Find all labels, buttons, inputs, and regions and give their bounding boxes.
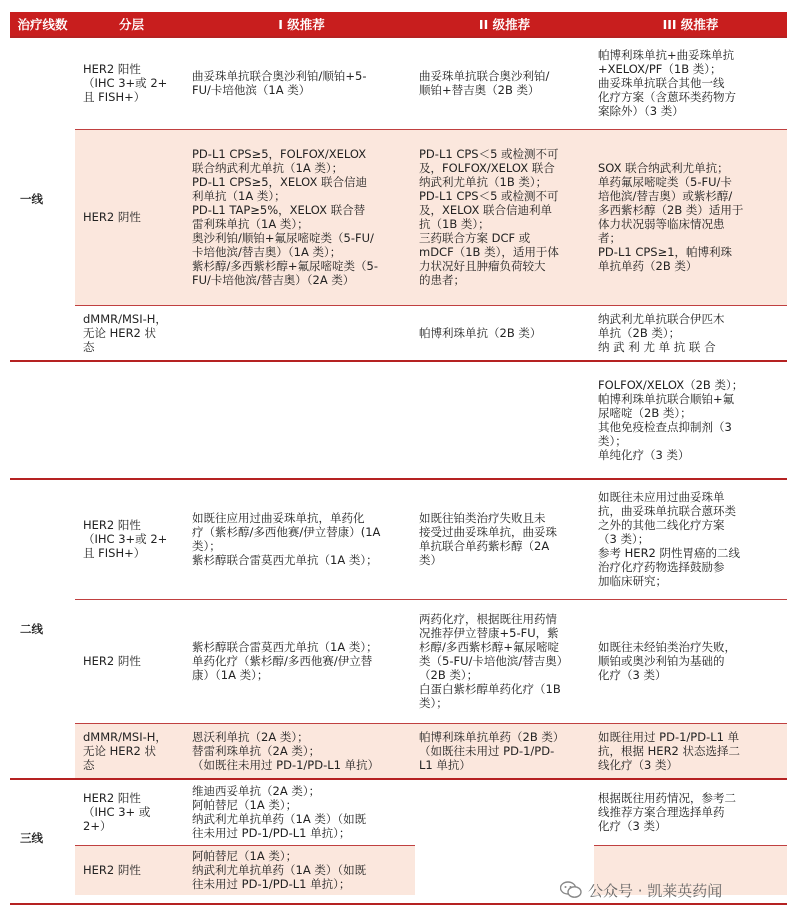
line-cell-third: 三线: [10, 779, 75, 895]
grade2-cell: 曲妥珠单抗联合奥沙利铂/ 顺铂+替吉奥（2B 类）: [415, 37, 594, 129]
table-row: [10, 37, 787, 129]
grade1-cell: 阿帕替尼（1A 类）； 纳武利尤单抗单药（1A 类）（如既 往未用过 PD-1/PD-L1 单抗）；: [188, 845, 415, 895]
layer-cell: HER2 阳性 （IHC 3+或 2+ 且 FISH+）: [75, 479, 188, 599]
header-grade3: III 级推荐: [594, 12, 787, 37]
grade1-cell: 曲妥珠单抗联合奥沙利铂/顺铂+5- FU/卡培他滨（1A 类）: [188, 37, 415, 129]
layer-cell: HER2 阴性: [75, 845, 188, 895]
grade3-cell: FOLFOX/XELOX（2B 类）； 帕博利珠单抗联合顺铂+氟 尿嘧啶（2B 类）； 其他免疫检查点抑制剂（3 类）； 单纯化疗（3 类）: [594, 361, 787, 479]
line-cell-empty: [10, 361, 75, 479]
recommendation-table: [10, 12, 787, 895]
table-row: [10, 361, 787, 479]
grade1-cell: 紫杉醇联合雷莫西尤单抗（1A 类）； 单药化疗（紫杉醇/多西他赛/伊立替 康）（1A 类）；: [188, 599, 415, 723]
grade1-cell: 恩沃利单抗（2A 类）； 替雷利珠单抗（2A 类）； （如既往未用过 PD-1/PD-L1 单抗）: [188, 723, 415, 779]
header-line: 治疗线数: [10, 12, 75, 37]
line-cell-first: 一线: [10, 37, 75, 361]
grade3-cell: 帕博利珠单抗+曲妥珠单抗 +XELOX/PF（1B 类）； 曲妥珠单抗联合其他一线 化疗方案（含蒽环类药物方 案除外）（3 类）: [594, 37, 787, 129]
header-grade2: II 级推荐: [415, 12, 594, 37]
grade3-cell: 如既往未应用过曲妥珠单 抗，曲妥珠单抗联合蒽环类 之外的其他二线化疗方案 （3 类）； 参考 HER2 阴性胃癌的二线 治疗化疗药物选择鼓励参 加临床研究；: [594, 479, 787, 599]
table-row: [10, 723, 787, 779]
line-cell-second: 二线: [10, 479, 75, 779]
table-row: [10, 779, 787, 845]
grade2-cell: 如既往铂类治疗失败且未 接受过曲妥珠单抗，曲妥珠 单抗联合单药紫杉醇（2A 类）: [415, 479, 594, 599]
grade3-cell: 根据既往用药情况，参考二 线推荐方案合理选择单药 化疗（3 类）: [594, 779, 787, 845]
grade2-cell: 两药化疗，根据既往用药情 况推荐伊立替康+5-FU，紫 杉醇/多西紫杉醇+氟尿嘧啶 类（5-FU/卡培他滨/替吉奥） （2B 类）； 白蛋白紫杉醇单药化疗（1B 类）；: [415, 599, 594, 723]
header-layer: 分层: [75, 12, 188, 37]
table-header-row: [10, 12, 787, 37]
layer-cell: dMMR/MSI-H， 无论 HER2 状 态: [75, 305, 188, 361]
table-row: [10, 129, 787, 305]
grade2-cell: [415, 361, 594, 479]
table-row: [10, 599, 787, 723]
watermark: [560, 878, 790, 902]
grade2-cell: PD-L1 CPS＜5 或检测不可 及，FOLFOX/XELOX 联合 纳武利尤单抗（1B 类）； PD-L1 CPS＜5 或检测不可 及，XELOX 联合信迪利单 抗（1B 类）； 三药联合方案 DCF 或 mDCF（1B 类），适用于体 力状况好且肿瘤负荷较大 的患者；: [415, 129, 594, 305]
table-bottom-rule: [10, 903, 787, 905]
layer-cell: [75, 361, 188, 479]
grade3-cell: 如既往未经铂类治疗失败， 顺铂或奥沙利铂为基础的 化疗（3 类）: [594, 599, 787, 723]
grade1-cell: 维迪西妥单抗（2A 类）； 阿帕替尼（1A 类）； 纳武利尤单抗单药（1A 类）（如既 往未用过 PD-1/PD-L1 单抗）；: [188, 779, 415, 845]
table-row: [10, 479, 787, 599]
grade1-cell: [188, 361, 415, 479]
grade1-cell: PD-L1 CPS≥5，FOLFOX/XELOX 联合纳武利尤单抗（1A 类）； PD-L1 CPS≥5，XELOX 联合信迪 利单抗（1A 类）； PD-L1 TAP≥5%，XELOX 联合替 雷利珠单抗（1A 类）； 奥沙利铂/顺铂+氟尿嘧啶类（5-FU/ 卡培他滨/替吉奥）（1A 类）； 紫杉醇/多西紫杉醇+氟尿嘧啶类（5- FU/卡培他滨/替吉奥）（2A 类）: [188, 129, 415, 305]
grade2-cell: 帕博利珠单抗单药（2B 类） （如既往未用过 PD-1/PD- L1 单抗）: [415, 723, 594, 779]
grade3-cell: SOX 联合纳武利尤单抗； 单药氟尿嘧啶类（5-FU/卡 培他滨/替吉奥）或紫杉醇/ 多西紫杉醇（2B 类）适用于 体力状况弱等临床情况患 者； PD-L1 CPS≥1，帕博利珠 单抗单药（2B 类）: [594, 129, 787, 305]
wechat-icon: [560, 881, 582, 899]
grade1-cell: [188, 305, 415, 361]
layer-cell: HER2 阴性: [75, 599, 188, 723]
layer-cell: HER2 阳性 （IHC 3+或 2+ 且 FISH+）: [75, 37, 188, 129]
table-row: [10, 305, 787, 361]
layer-cell: dMMR/MSI-H， 无论 HER2 状 态: [75, 723, 188, 779]
grade3-cell: 纳武利尤单抗联合伊匹木 单抗（2B 类）； 纳 武 利 尤 单 抗 联 合: [594, 305, 787, 361]
grade2-cell: 帕博利珠单抗（2B 类）: [415, 305, 594, 361]
watermark-text: 公众号 · 凯莱英药闻: [588, 881, 723, 900]
layer-cell: HER2 阳性 （IHC 3+ 或 2+）: [75, 779, 188, 845]
grade1-cell: 如既往应用过曲妥珠单抗，单药化 疗（紫杉醇/多西他赛/伊立替康）(1A 类）； 紫杉醇联合雷莫西尤单抗（1A 类）；: [188, 479, 415, 599]
grade3-cell: 如既往用过 PD-1/PD-L1 单 抗，根据 HER2 状态选择二 线化疗（3 类）: [594, 723, 787, 779]
header-grade1: I 级推荐: [188, 12, 415, 37]
layer-cell: HER2 阴性: [75, 129, 188, 305]
